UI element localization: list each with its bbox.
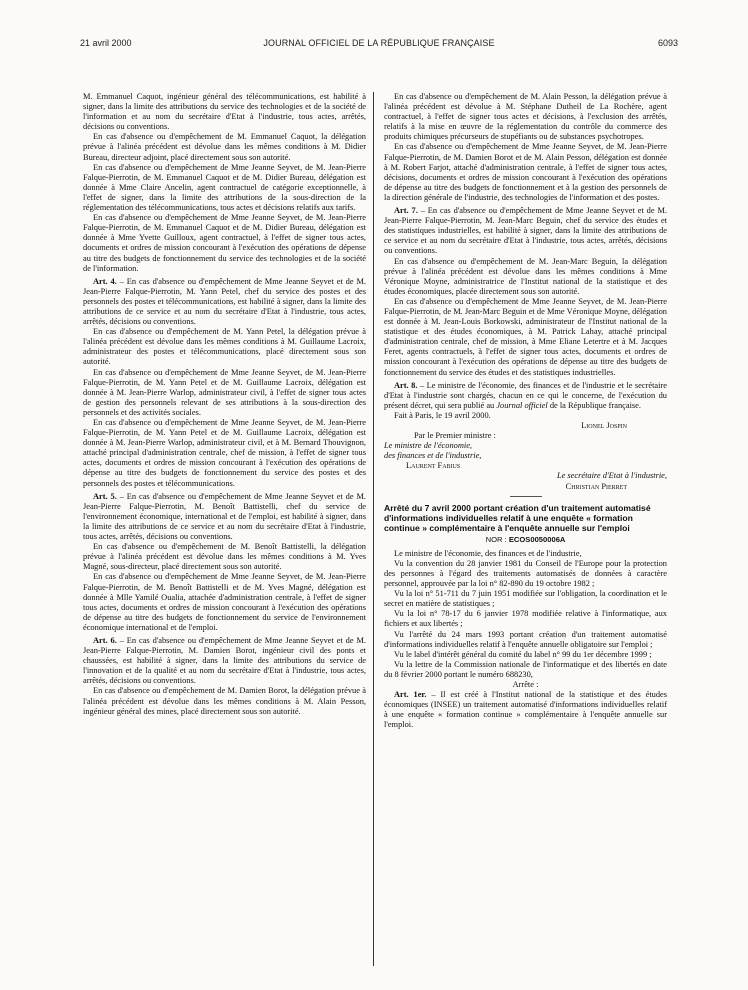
secretary-title: Le secrétaire d'Etat à l'industrie, [556,471,667,481]
page-number: 6093 [657,38,678,48]
paragraph: En cas d'absence ou d'empêchement de M. Benoît Battistelli, la délégation prévue à l'alinéa précédent est dévolue dans les mêmes conditions à M. Yves Magné, sous-directeur, placé directement sous son autorité. [83,542,366,572]
signature-pm: Lionel Jospin [581,421,627,430]
paragraph: En cas d'absence ou d'empêchement de Mme Jeanne Seyvet, de M. Jean-Pierre Falque-Pierrotin, de M. Emmanuel Caquot et de M. Didier Bureau, délégation est donnée à Mme Claire Ancelin, agent contractuel de catégorie exceptionnelle, à l'effet de signer, dans la limite des attributions de la sous-direction de la réglementation des télécommunications, tous actes et décisions relatifs aux tarifs. [83,162,366,213]
article-label: Art. 7. [394,206,418,216]
paragraph: En cas d'absence ou d'empêchement de M. Alain Pesson, la délégation prévue à l'alinéa précédent est dévolue à M. Stéphane Dutheil de La Rochère, agent contractuel, à l'effet de signer tous actes et décisions, à l'exclusion des arrêtés, relatifs à la mise en œuvre de la réglementation du contrôle du commerce des produits chimiques précurseurs de stupéfiants ou de substances psychotropes. [384,92,667,142]
article-7: Art. 7. – En cas d'absence ou d'empêchement de Mme Jeanne Seyvet et de M. Jean-Pierre Falque-Pierrotin, M. Jean-Marc Beguin, chef du service des études et des statistiques industrielles, est habilité à signer, dans la limite des attributions de ce service et au nom du secrétaire d'Etat à l'industrie, tous actes, arrêtés, décisions ou conventions. [384,206,667,256]
paragraph: Vu la convention du 28 janvier 1981 du Conseil de l'Europe pour la protection des personnes à l'égard des traitements automatisés de données à caractère personnel, approuvée par la loi n° 82-890 du 19 octobre 1982 ; [384,558,667,589]
article-5: Art. 5. – En cas d'absence ou d'empêchement de Mme Jeanne Seyvet et de M. Jean-Pierre Falque-Pierrotin, M. Benoît Battistelli, chef du service de l'environnement économique, international et de l'emploi, est habilité à signer, dans la limite des attributions de ce service et au nom du secrétaire d'Etat à l'industrie, tous actes, arrêtés, décisions ou conventions. [83,491,366,542]
article-label: Art. 5. [93,491,117,501]
signature-minister: Laurent Fabius [406,461,461,471]
journal-officiel-italic: Journal officiel [496,400,548,410]
paragraph: En cas d'absence ou d'empêchement de Mme Jeanne Seyvet, de M. Jean-Pierre Falque-Pierrotin, de M. Yann Petel et de M. Guillaume Lacroix, délégation est donnée à M. Jean-Pierre Warlop, administrateur civil, à l'effet de signer tous actes de gestion des personnels relevant de ses attributions à la sous-direction des personnels et des activités sociales. [83,367,366,417]
article-8: Art. 8. – Le ministre de l'économie, des finances et de l'industrie et le secrétaire d'Etat à l'industrie sont chargés, chacun en ce qui le concerne, de l'exécution du présent décret, qui sera publié au Journal officiel de la République française. [384,380,667,410]
arrete-label: Arrête : [512,679,539,689]
article-6: Art. 6. – En cas d'absence ou d'empêchement de Mme Jeanne Seyvet et de M. Jean-Pierre Falque-Pierrotin, M. Damien Borot, ingénieur civil des ponts et chaussées, est habilité à signer, dans la limite des attributions du service de l'innovation et de la qualité et au nom du secrétaire d'Etat à l'industrie, tous actes, arrêtés, décisions ou conventions. [83,635,366,686]
decree-article-1: Art. 1er. – Il est créé à l'Institut national de la statistique et des études économiques (INSEE) un traitement automatisé d'informations individuelles relatif à une enquête « formation continue » complémentaire à l'enquête annuelle sur l'emploi. [384,690,668,730]
minister-title-1: Le ministre de l'économie, [384,441,473,451]
paragraph: Vu le label d'intérêt général du comité du label n° 99 du 1er décembre 1999 ; [394,649,652,659]
article-label: Art. 1er. [394,690,427,700]
separator-line [510,496,542,497]
paragraph: En cas d'absence ou d'empêchement de M. Emmanuel Caquot, la délégation prévue à l'alinéa précédent est dévolue dans les mêmes conditions à M. Didier Bureau, directeur adjoint, placé directement sous son autorité. [83,132,366,162]
paragraph: Vu la loi n° 78-17 du 6 janvier 1978 modifiée relative à l'informatique, aux fichiers et aux libertés ; [384,609,667,629]
article-label: Art. 8. [394,380,418,390]
by-pm: Par le Premier ministre : [414,431,496,441]
page-header [80,38,678,54]
header-date: 21 avril 2000 [80,38,132,48]
article-4: Art. 4. – En cas d'absence ou d'empêchement de Mme Jeanne Seyvet et de M. Jean-Pierre Falque-Pierrotin, M. Yann Petel, chef du service des postes et des personnels des postes et télécommunications, est habilité à signer, dans la limite des attributions de ce service et au nom du secrétaire d'Etat à l'industrie, tous actes, arrêtés, décisions ou conventions. [83,276,366,327]
column-divider [373,92,374,966]
paragraph: En cas d'absence ou d'empêchement de M. Damien Borot, la délégation prévue à l'alinéa précédent est dévolue dans les mêmes conditions à M. Alain Pesson, ingénieur général des mines, placé directement sous son autorité. [83,686,366,716]
left-column [83,92,366,717]
journal-title: JOURNAL OFFICIEL DE LA RÉPUBLIQUE FRANÇAISE [263,38,495,48]
paragraph: En cas d'absence ou d'empêchement de Mme Jeanne Seyvet, de M. Jean-Pierre Falque-Pierrotin, de M. Jean-Marc Beguin et de Mme Véronique Moyne, délégation est donnée à M. Jean-Louis Borkowski, administrateur de l'Institut national de la statistique et des études économiques, à M. Patrick Lahay, attaché principal d'administration centrale, chef de mission, à Mme Eliane Letertre et à M. Jacques Feret, agents contractuels, à l'effet de signer tous actes, documents et ordres de mission concourant à l'exécution des opérations de dépense au titre des budgets de fonctionnement du service des études et des statistiques industrielles. [384,296,667,377]
paragraph: En cas d'absence ou d'empêchement de M. Jean-Marc Beguin, la délégation prévue à l'alinéa précédent est dévolue dans les mêmes conditions à Mme Véronique Moyne, administratrice de l'Institut national de la statistique et des études économiques, placée directement sous son autorité. [384,256,667,296]
paragraph: En cas d'absence ou d'empêchement de Mme Jeanne Seyvet, de M. Jean-Pierre Falque-Pierrotin, de M. Benoît Battistelli et de M. Yves Magné, délégation est donnée à Mlle Yamilé Oualia, attachée d'administration centrale, à l'effet de signer tous actes, documents et ordres de mission concourant à l'exécution des opérations de dépense au titre des budgets de fonctionnement du service de l'environnement économique international et de l'emploi. [83,572,366,632]
article-label: Art. 6. [93,635,117,645]
minister-title-2: des finances et de l'industrie, [384,451,482,461]
signature-secretary: Christian Pierret [565,481,627,491]
paragraph: Vu l'arrêté du 24 mars 1993 portant création d'un traitement automatisé d'informations individuelles relatif à l'enquête annuelle obligatoire sur l'emploi ; [384,629,667,649]
paragraph: Vu la loi n° 51-711 du 7 juin 1951 modifiée sur l'obligation, la coordination et le secret en matière de statistiques ; [384,589,667,609]
paragraph: M. Emmanuel Caquot, ingénieur général des télécommunications, est habilité à signer, dans la limite des attributions du service des technologies et de la société de l'information et au nom du secrétaire d'Etat à l'industrie, tous actes, arrêtés, décisions ou conventions. [83,92,366,132]
article-label: Art. 4. [93,276,117,286]
paragraph: Le ministre de l'économie, des finances et de l'industrie, [394,548,582,558]
paragraph: Vu la lettre de la Commission nationale de l'informatique et des libertés en date du 8 février 2000 portant le numéro 688230, [384,659,667,679]
place-date: Fait à Paris, le 19 avril 2000. [394,410,491,420]
paragraph: En cas d'absence ou d'empêchement de Mme Jeanne Seyvet, de M. Jean-Pierre Falque-Pierrotin, de M. Yann Petel et de M. Guillaume Lacroix, délégation est donnée à M. Jean-Pierre Warlop, administrateur civil, et à M. Bernard Thouvignon, attaché principal d'administration centrale, chef de mission, à l'effet de signer tous actes, documents et ordres de mission concourant à l'exécution des opérations de dépense au titre des budgets de fonctionnement du service des postes et des personnels des postes et télécommunications. [83,418,366,488]
paragraph: En cas d'absence ou d'empêchement de Mme Jeanne Seyvet, de M. Jean-Pierre Falque-Pierrotin, de M. Emmanuel Caquot et de M. Didier Bureau, délégation est donnée à Mme Yvette Guilloux, agent contractuel, à l'effet de signer tous actes, documents et ordres de mission concourant à l'exécution des opérations de dépense au titre des budgets de fonctionnement du service des technologies et de la société de l'information. [83,213,366,273]
decree-title: Arrêté du 7 avril 2000 portant création d'un traitement automatisé d'informations individuelles relatif à une enquête « formation continue » complémentaire à l'enquête annuelle sur l'emploi [384,502,651,533]
paragraph: En cas d'absence ou d'empêchement de Mme Jeanne Seyvet, de M. Jean-Pierre Falque-Pierrotin, de M. Damien Borot et de M. Alain Pesson, délégation est donnée à M. Robert Farjot, attaché d'administration centrale, à l'effet de signer tous actes, décisions, documents et ordres de mission concourant à l'exécution des opérations de dépense au titre des budgets de fonctionnement et à la gestion des personnels de la direction générale de l'industrie, des technologies de l'information et des postes. [384,142,667,202]
right-column [384,92,667,730]
paragraph: En cas d'absence ou d'empêchement de M. Yann Petel, la délégation prévue à l'alinéa précédent est dévolue dans les mêmes conditions à M. Guillaume Lacroix, administrateur des postes et télécommunications, placé directement sous son autorité. [83,327,366,367]
nor-reference: NOR : ECOS0050006A [485,534,566,544]
